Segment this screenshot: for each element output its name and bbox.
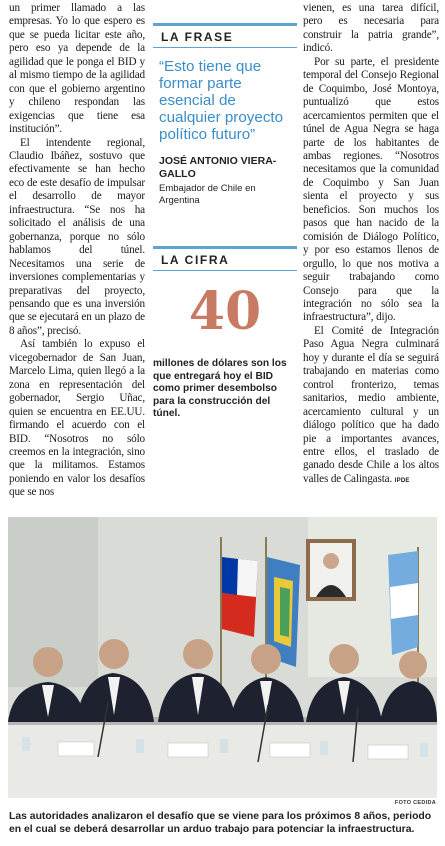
article-photo xyxy=(8,517,437,798)
frase-author: JOSÉ ANTONIO VIERA-GALLO xyxy=(159,155,277,180)
article-paragraph: Así también lo expuso el vicegobernador de San Juan, Marcelo Lima, quien llegó a la zona en representación del gobernador, Sergio Uñac, quien se encuentra en EE.UU. firmando el acuerdo con el BID. “Nosotros no sólo creemos en la integración, sino que la militamos. Estamos poniendo en valor los desafíos que se nos xyxy=(9,338,145,499)
photo-credit: FOTO CEDIDA xyxy=(394,800,436,806)
article-paragraph: El intendente regional, Claudio Ibáñez, sostuvo que efectivamente se han hecho eco de este desafío de impulsar el desarrollo de mayor infraestructura. “Se nos ha solicitado el análisis de una gobernanza, porque no sólo hablamos del túnel. Necesitamos una serie de inversiones complementarias y preparativas del proyecto, pensando que es una inversión que se ejecutará en un plazo de 8 años”, precisó. xyxy=(9,136,145,337)
frase-heading: LA FRASE xyxy=(153,23,297,48)
cifra-number: 40 xyxy=(188,281,262,342)
photo-caption: Las autoridades analizaron el desafío que se viene para los próximos 8 años, periodo en el cual se deberá desarrollar un arduo trabajo para potenciar la infraestructura. xyxy=(9,811,432,836)
article-left-column xyxy=(9,2,145,500)
frase-quote: “Esto tiene que formar parte esencial de cualquier proyecto político futuro” xyxy=(159,58,284,143)
author-signature: IPDE xyxy=(394,477,410,484)
article-right-column xyxy=(303,2,439,488)
frase-box xyxy=(153,23,297,259)
frase-role: Embajador de Chile en Argentina xyxy=(159,183,256,206)
sidebar-column xyxy=(153,2,297,420)
article-paragraph: un primer llamado a las empresas. Yo lo que espero es que se pueda licitar este año, pero eso ya depende de la agilidad que le ponga el BID y al mismo tiempo de la agilidad con que el gobierno argentino y chileno respondan las exigencias que tiene esa institución”. xyxy=(9,2,145,136)
article-paragraph: Por su parte, el presidente temporal del Consejo Regional de Coquimbo, José Montoya, puntualizó que estos acercamientos permiten que el túnel de Agua Negra se haga parte de los habitantes de ambas regiones. “Nosotros necesitamos que la comunidad de Coquimbo y San Juan sienta el proyecto y sus beneficios. Son muchos los pasos que han nacido de la comisión de Diálogo Político, y por eso estamos llenos de orgullo, lo que nos motiva a seguir trabajando como Consejo para que la integración no sólo sea la infraestructura”, dijo. xyxy=(303,55,439,324)
meeting-photo-illustration xyxy=(8,517,437,798)
cifra-text: millones de dólares son los que entregará hoy el BID como primer desembolso para la construcción del túnel. xyxy=(153,358,287,420)
cifra-box xyxy=(153,246,297,420)
cifra-heading: LA CIFRA xyxy=(153,246,297,271)
article-paragraph xyxy=(303,325,439,488)
article-paragraph: vienen, es una tarea difícil, pero es necesaria para construir la patria grande”, indicó. xyxy=(303,2,439,55)
article-paragraph-text: El Comité de Integración Paso Agua Negra culminará hoy y durante el día se seguirá trabajando en materias como control fronterizo, temas sanitarios, medio ambiente, acercamiento cultural y un diálogo político que ha dado pie a importantes avances, entre ellos, el traslado de ganado desde Chile a los altos valles de Calingasta. xyxy=(303,324,439,485)
